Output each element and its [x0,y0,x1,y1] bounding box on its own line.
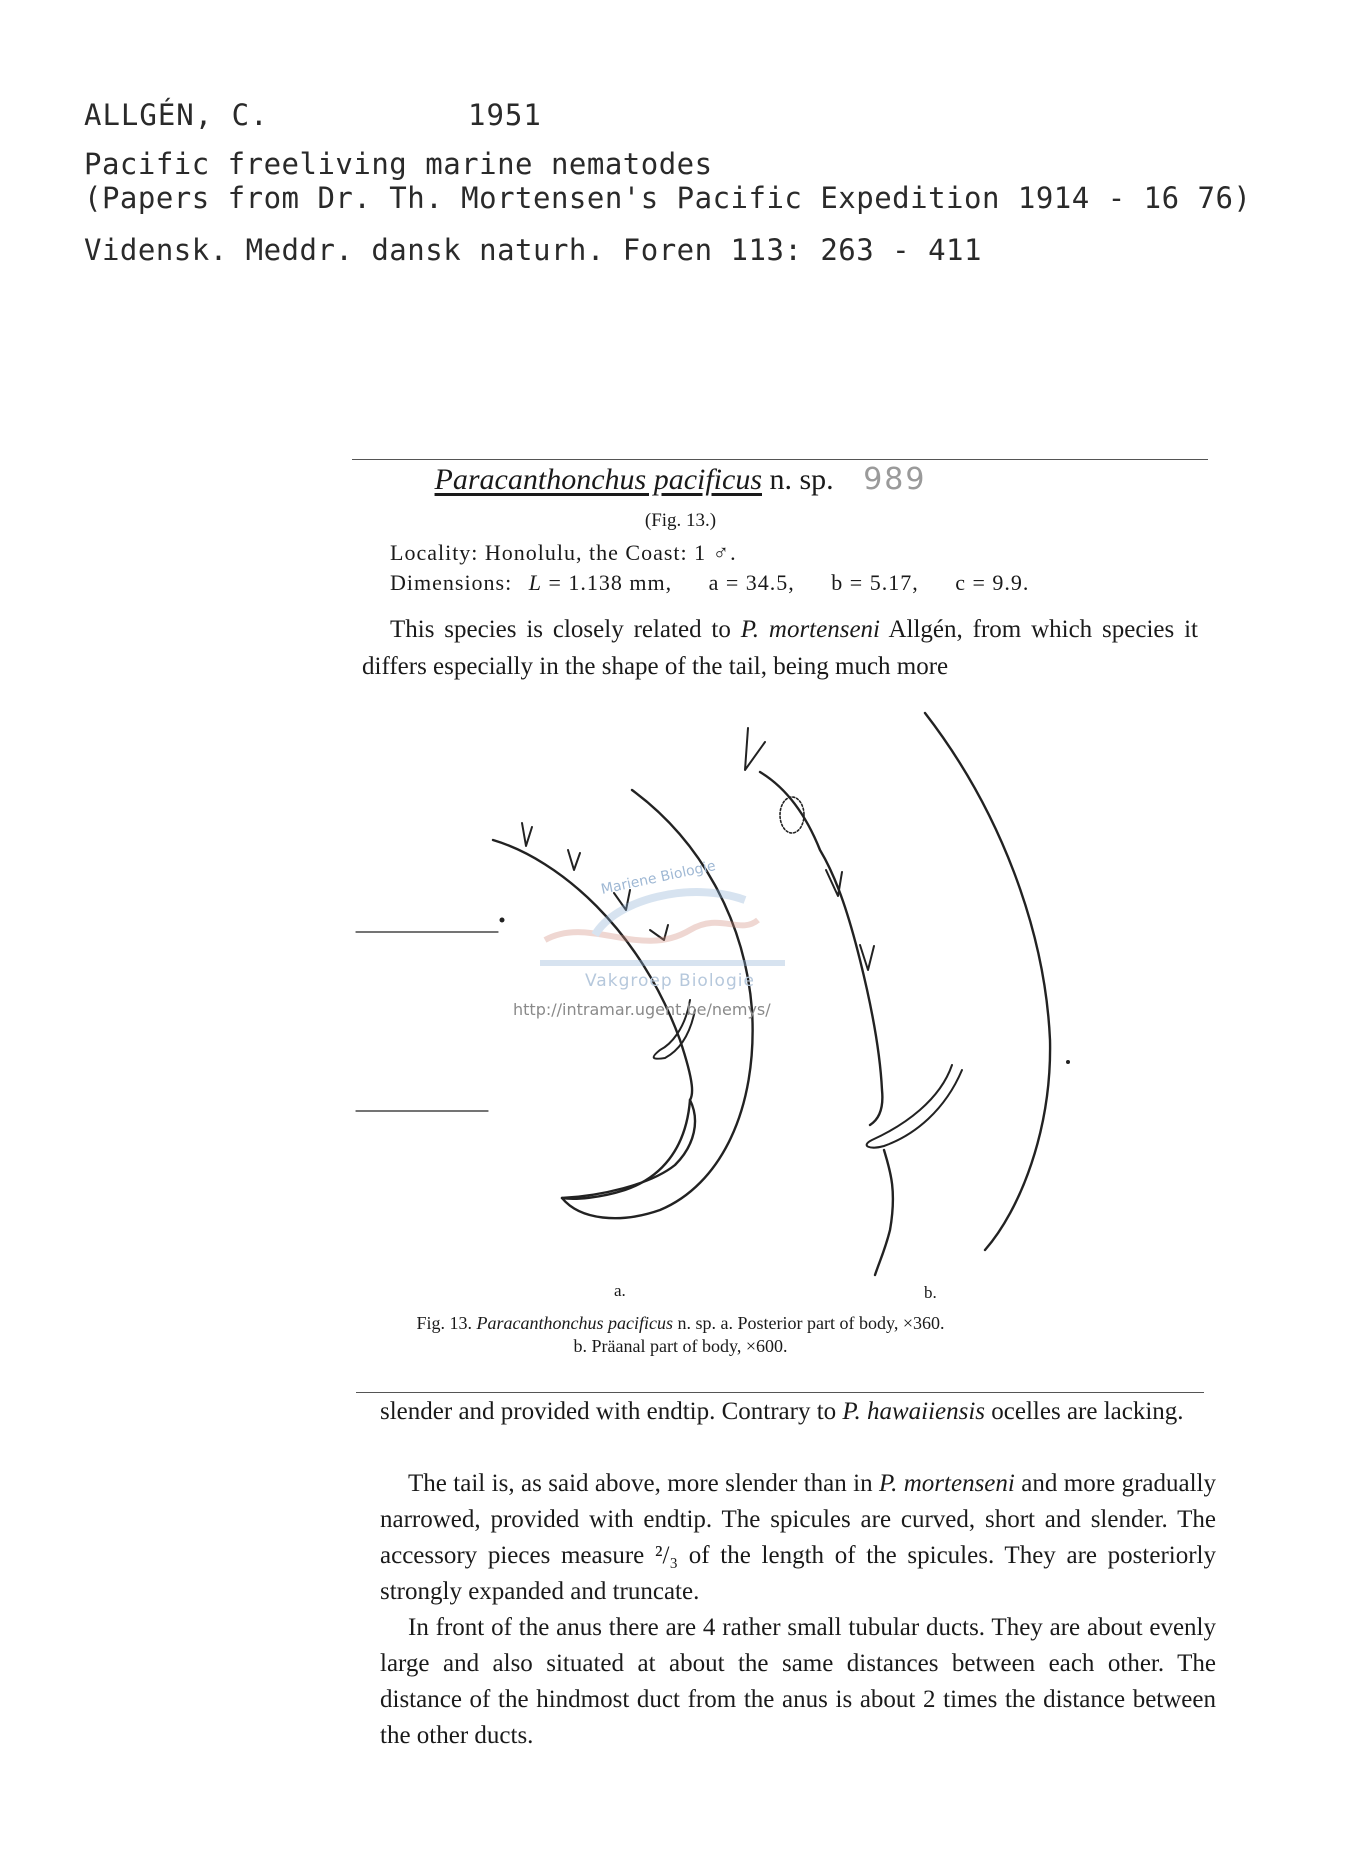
body-s2-ref: P. mortenseni [879,1470,1015,1497]
body-paragraph-1 [380,1394,1216,1430]
species-name: Paracanthonchus pacificus [434,463,762,496]
figure-b-inner-body [760,772,882,1125]
locality-value: Honolulu, the Coast: 1 ♂. [484,540,737,565]
length-value: = 1.138 mm, [548,570,673,595]
figure-a-duct-2 [568,850,580,870]
watermark-url: http://intramar.ugent.be/nemys/ [513,1000,771,1019]
handwritten-number: 989 [863,462,927,497]
watermark-band [540,960,785,966]
paper-title: Pacific freeliving marine nematodes [84,147,713,181]
watermark-text-1: Mariene Biologie [599,858,718,898]
figure-label-a: a. [614,1281,626,1300]
body-s2-b: and more gradually narrowed, provided with endtip. The spicules are curved, short and slender. The accessory pieces measure ²/₃ of the length of the spicules. They are posteriorly strongly expanded and truncate. [380,1470,1216,1605]
body-s2-a: The tail is, as said above, more slender than in [408,1470,880,1497]
figure-b-duct-2 [826,870,842,896]
intro-ref: P. mortenseni [740,616,880,643]
figure-b-tail [875,1150,893,1275]
body-s1-ref: P. hawaiiensis [842,1398,986,1425]
intro-text-1: This species is closely related to [390,616,741,643]
body-s1-a: slender and provided with endtip. Contrary to [380,1398,843,1425]
locality-label: Locality: [390,540,479,565]
species-suffix: n. sp. [769,463,834,496]
caption-species: Paracanthonchus pacificus [476,1313,674,1333]
figure-b-duct-top [745,728,765,770]
ratio-c: c = 9.9. [955,570,1030,595]
figure-b-gland [780,797,804,833]
body-s1-b: ocelles are lacking. [985,1398,1184,1425]
author: ALLGÉN, C. [84,98,269,132]
body-rule [356,1392,1204,1393]
length-symbol: L [528,570,542,595]
caption-fig-no: Fig. 13. [416,1313,473,1333]
caption-line-2: b. Präanal part of body, ×600. [573,1336,788,1356]
journal-citation: Vidensk. Meddr. dansk naturh. Foren 113: 263 - 411 [84,233,982,267]
figure-b-dot [1066,1060,1070,1064]
intro-text-2: Allgén, from which species it differs especially in the shape of the tail, being much more [362,616,1198,680]
figure-label-b: b. [924,1283,937,1302]
figure-a-duct-1 [522,823,532,846]
watermark-logo [540,892,785,966]
caption-line-1 [0,1312,1361,1335]
publication-year: 1951 [468,98,542,132]
paper-series: (Papers from Dr. Th. Mortensen's Pacific Expedition 1914 - 16 76) [84,181,1252,215]
figure-a-dot [500,918,505,923]
figure-reference: (Fig. 13.) [644,510,717,531]
figure-b-outer-body [925,713,1050,1250]
dimensions-label: Dimensions: [390,570,513,595]
body-paragraph-2 [380,1466,1216,1610]
ratio-b: b = 5.17, [831,570,919,595]
watermark-text-2: Vakgroep Biologie [585,971,755,991]
ratio-a: a = 34.5, [708,570,795,595]
body-paragraph-3: In front of the anus there are 4 rather small tubular ducts. They are about evenly large and also situated at about the same distances between each other. The distance of the hindmost duct from the anus is about 2 times the distance between the other ducts. [380,1614,1216,1749]
caption-line-1-rest: n. sp. a. Posterior part of body, ×360. [673,1313,945,1333]
